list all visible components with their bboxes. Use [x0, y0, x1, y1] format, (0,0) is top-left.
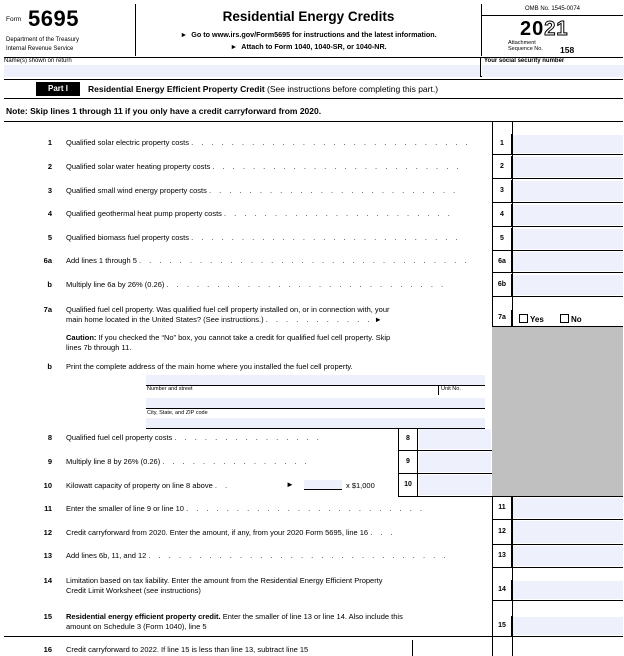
form-title: Residential Energy Credits	[222, 9, 395, 24]
line-2-amount[interactable]	[513, 157, 623, 177]
line-number: b	[47, 280, 52, 289]
sequence-number: 158	[560, 45, 575, 55]
box-number: 7a	[492, 310, 512, 326]
line-4-amount[interactable]	[513, 205, 623, 225]
row-rule	[492, 154, 623, 155]
line-number: 7a	[43, 305, 52, 314]
line-number: 10	[43, 481, 52, 490]
note-bold: credit carryforward from 2020.	[198, 106, 322, 116]
line-number: 8	[47, 433, 52, 442]
line-label: Multiply line 6a by 26% (0.26) . . . . . . . . . . . . . . . . . . . . . . . . . . . .	[66, 280, 447, 289]
box-number: 6b	[492, 274, 512, 296]
part-tag: Part I	[36, 82, 80, 96]
line-6b-amount[interactable]	[513, 275, 623, 295]
city-label: City, State, and ZIP code	[147, 410, 208, 416]
shaded-column	[492, 327, 623, 496]
no-option[interactable]	[560, 314, 582, 324]
line-number: 16	[43, 645, 52, 654]
name-field[interactable]	[4, 65, 480, 77]
line-number: 1	[47, 138, 52, 147]
line-label: Qualified fuel cell property costs . . . . . . . . . . . . . . .	[66, 433, 322, 442]
year-outline: 21	[544, 18, 569, 40]
row-rule	[492, 567, 623, 568]
row-rule	[492, 226, 623, 227]
line-6a-amount[interactable]	[513, 252, 623, 271]
row-rule	[492, 600, 623, 601]
field-rule	[146, 408, 485, 409]
box-number: 1	[492, 134, 512, 154]
note-text	[6, 106, 321, 116]
instructions-line-2	[137, 42, 480, 51]
form-id-block	[4, 4, 136, 56]
form-word: Form	[6, 16, 22, 23]
line-number: 14	[43, 576, 52, 585]
line-number: 2	[47, 162, 52, 171]
yes-label: Yes	[530, 315, 544, 324]
row-rule	[4, 636, 623, 637]
name-row	[4, 57, 623, 77]
line-number: 6a	[43, 256, 52, 265]
form-number: 5695	[28, 6, 79, 31]
instructions-line-1	[137, 30, 480, 39]
field-rule	[146, 385, 485, 386]
box-number: 12	[492, 520, 512, 544]
line-number: 13	[43, 551, 52, 560]
yes-option[interactable]	[519, 314, 544, 324]
line-13-amount[interactable]	[513, 546, 623, 566]
line-number: 15	[43, 612, 52, 621]
unit-and-street-field[interactable]	[146, 398, 485, 408]
row-rule	[492, 272, 623, 273]
part-title	[88, 84, 438, 94]
instructions-text-1: Go to www.irs.gov/Form5695 for instructions and the latest information.	[191, 30, 437, 39]
line-label: Qualified small wind energy property costs . . . . . . . . . . . . . . . . . . . . . . . . .	[66, 186, 459, 195]
box-number: 2	[492, 156, 512, 178]
field-divider	[438, 386, 439, 395]
title-block	[137, 4, 480, 56]
ssn-field[interactable]	[482, 65, 624, 77]
sequence-word: Sequence No.	[508, 46, 543, 52]
line-9-amount[interactable]	[419, 452, 491, 472]
instructions-text-2: Attach to Form 1040, 1040-SR, or 1040-NR.	[241, 42, 387, 51]
line-label: Qualified solar electric property costs . . . . . . . . . . . . . . . . . . . . . . . . . . . .	[66, 138, 471, 147]
note-prefix: Note:	[6, 106, 28, 116]
part-title-rest: (See instructions before completing this part.)	[264, 84, 439, 94]
note-row	[4, 101, 623, 122]
name-label: Name(s) shown on return	[4, 58, 72, 64]
line-label: Credit carryforward from 2020. Enter the amount, if any, from your 2020 Form 5695, line 16 . . .	[66, 528, 396, 537]
year-solid: 20	[520, 18, 545, 40]
box-number: 11	[492, 497, 512, 519]
arrow-right-icon: ►	[230, 44, 238, 51]
no-label: No	[571, 315, 582, 324]
line-label: Residential energy efficient property credit. Enter the smaller of line 13 or line 14. Also include this amount on Schedule 3 (Form 1040), line 5	[66, 612, 403, 631]
box-number: 3	[492, 180, 512, 202]
kilowatt-capacity-field[interactable]	[304, 480, 342, 490]
street-address-field[interactable]	[146, 375, 485, 385]
box-number: 9	[398, 451, 418, 473]
note-body: Skip lines 1 through 11 if you only have a	[27, 106, 199, 116]
line-15-amount[interactable]	[513, 617, 623, 635]
multiplier-label: x $1,000	[346, 481, 375, 490]
department-line: Department of the Treasury	[6, 37, 80, 43]
line-label: Qualified geothermal heat pump property costs . . . . . . . . . . . . . . . . . . . . . . .	[66, 209, 453, 218]
city-state-zip-field[interactable]	[146, 418, 485, 428]
line-label: Kilowatt capacity of property on line 8 above . .	[66, 481, 231, 490]
line-number: 12	[43, 528, 52, 537]
line-number: 11	[44, 504, 52, 513]
box-number: 4	[492, 204, 512, 226]
arrow-right-icon: ►	[180, 32, 188, 39]
line-number: 5	[47, 233, 52, 242]
row-rule	[492, 178, 623, 179]
line-12-amount[interactable]	[513, 521, 623, 543]
caution-text: Caution: If you checked the “No” box, you cannot take a credit for qualified fuel cell property. Skip lines 7b through 11.	[66, 333, 391, 352]
attachment-label	[508, 40, 543, 52]
ssn-label: Your social security number	[484, 58, 565, 64]
line-8-amount[interactable]	[419, 429, 491, 449]
row-rule	[492, 202, 623, 203]
line-label: Qualified solar water heating property costs . . . . . . . . . . . . . . . . . . . . . . . . .	[66, 162, 462, 171]
form-header	[0, 0, 624, 58]
line-3-amount[interactable]	[513, 181, 623, 201]
box-number: 15	[492, 616, 512, 636]
line-14-amount[interactable]	[513, 581, 623, 599]
irs-line: Internal Revenue Service	[6, 46, 74, 52]
line-11-amount[interactable]	[513, 498, 623, 518]
omb-number: OMB No. 1545-0074	[482, 6, 623, 16]
line-1-amount[interactable]	[513, 135, 623, 153]
tax-year	[520, 18, 569, 41]
line-number: 3	[47, 186, 52, 195]
line-label: Print the complete address of the main home where you installed the fuel cell property.	[66, 362, 353, 371]
box-number: 8	[398, 428, 418, 450]
yes-checkbox[interactable]	[519, 314, 528, 323]
unit-label: Unit No.	[441, 386, 461, 392]
line-label: Add lines 6b, 11, and 12 . . . . . . . . . . . . . . . . . . . . . . . . . . . . . .	[66, 551, 449, 560]
part-header	[4, 79, 623, 99]
attachment-word: Attachment	[508, 40, 536, 46]
line-number: 9	[47, 457, 52, 466]
part-title-bold: Residential Energy Efficient Property Credit	[88, 84, 265, 94]
omb-block	[481, 4, 623, 56]
street-label: Number and street	[147, 386, 193, 392]
column-divider	[412, 640, 413, 656]
arrow-right-icon: ►	[286, 480, 294, 489]
box-number: 14	[492, 580, 512, 600]
line-label: Enter the smaller of line 9 or line 10 . . . . . . . . . . . . . . . . . . . . . . . .	[66, 504, 426, 513]
ssn-box	[480, 58, 623, 77]
line-label: Qualified fuel cell property. Was qualified fuel cell property installed on, or in connection with, your main home located in the United States? (See instructions.) . . . . . . . . . . . ►	[66, 305, 390, 324]
line-10-amount[interactable]	[419, 475, 491, 495]
line-number: 4	[47, 209, 52, 218]
box-number: 10	[398, 474, 418, 496]
box-number: 5	[492, 228, 512, 250]
line-label: Limitation based on tax liability. Enter the amount from the Residential Energy Efficient Property Credit Limit Worksheet (see instructions)	[66, 576, 383, 595]
no-checkbox[interactable]	[560, 314, 569, 323]
line-5-amount[interactable]	[513, 229, 623, 249]
line-label: Add lines 1 through 5 . . . . . . . . . . . . . . . . . . . . . . . . . . . . . . . . .	[66, 256, 470, 265]
box-number: 6a	[492, 251, 512, 272]
line-label: Qualified biomass fuel property costs . . . . . . . . . . . . . . . . . . . . . . . . . . .	[66, 233, 461, 242]
line-number: b	[47, 362, 52, 371]
box-number: 13	[492, 545, 512, 567]
line-label: Multiply line 8 by 26% (0.26) . . . . . . . . . . . . . . .	[66, 457, 310, 466]
line-label: Credit carryforward to 2022. If line 15 is less than line 13, subtract line 15	[66, 645, 309, 654]
row-rule	[492, 296, 623, 297]
